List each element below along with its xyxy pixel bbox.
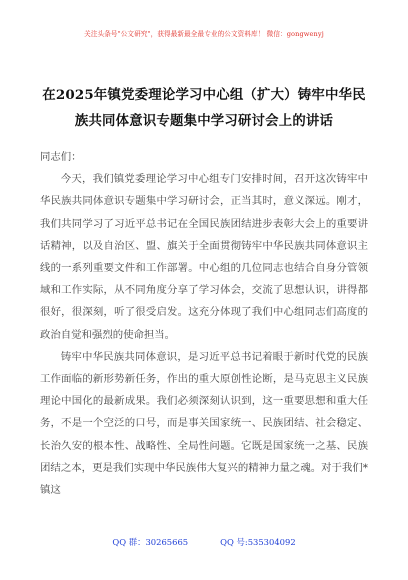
qq-number-label: QQ 号:535304092 <box>220 537 296 547</box>
qq-group-label: QQ 群：30265665 <box>112 537 189 547</box>
document-title: 在2025年镇党委理论学习中心组（扩大）铸牢中华民族共同体意识专题集中学习研讨会上的讲话 <box>42 87 366 129</box>
document-body <box>40 146 368 501</box>
paragraph: 铸牢中华民族共同体意识，是习近平总书记着眼于新时代党的民族工作面临的新形势新任务，作出的重大原创性论断，是马克思主义民族理论中国化的最新成果。我们必须深刻认识到，这一重要思想和重大任务，不是一个空泛的口号，而是事关国家统一、民族团结、社会稳定、长治久安的根本性、战略性、全局性问题。它既是国家统一之基、民族团结之本，更是我们实现中华民族伟大复兴的精神力量之魂。对于我们*镇这 <box>40 350 368 497</box>
footer-contact <box>0 536 408 548</box>
promo-banner: 关注头条号"公文研究"，获得最新最全最专业的公文资料库！ 微信：gongwenyj <box>84 30 324 38</box>
salutation: 同志们： <box>40 151 82 163</box>
paragraph: 今天，我们镇党委理论学习中心组专门安排时间，召开这次铸牢中华民族共同体意识专题集中学习研讨会，正当其时，意义深远。刚才，我们共同学习了习近平总书记在全国民族团结进步表彰大会上的重要讲话精神，以及自治区、盟、旗关于全面贯彻铸牢中华民族共同体意识主线的一系列重要文件和工作部署。中心组的几位同志也结合自身分管领域和工作实际，从不同角度分享了学习体会，交流了思想认识，讲得都很好，很深刻，听了很受启发。这充分体现了我们中心组同志们高度的政治自觉和强烈的使命担当。 <box>40 173 368 341</box>
